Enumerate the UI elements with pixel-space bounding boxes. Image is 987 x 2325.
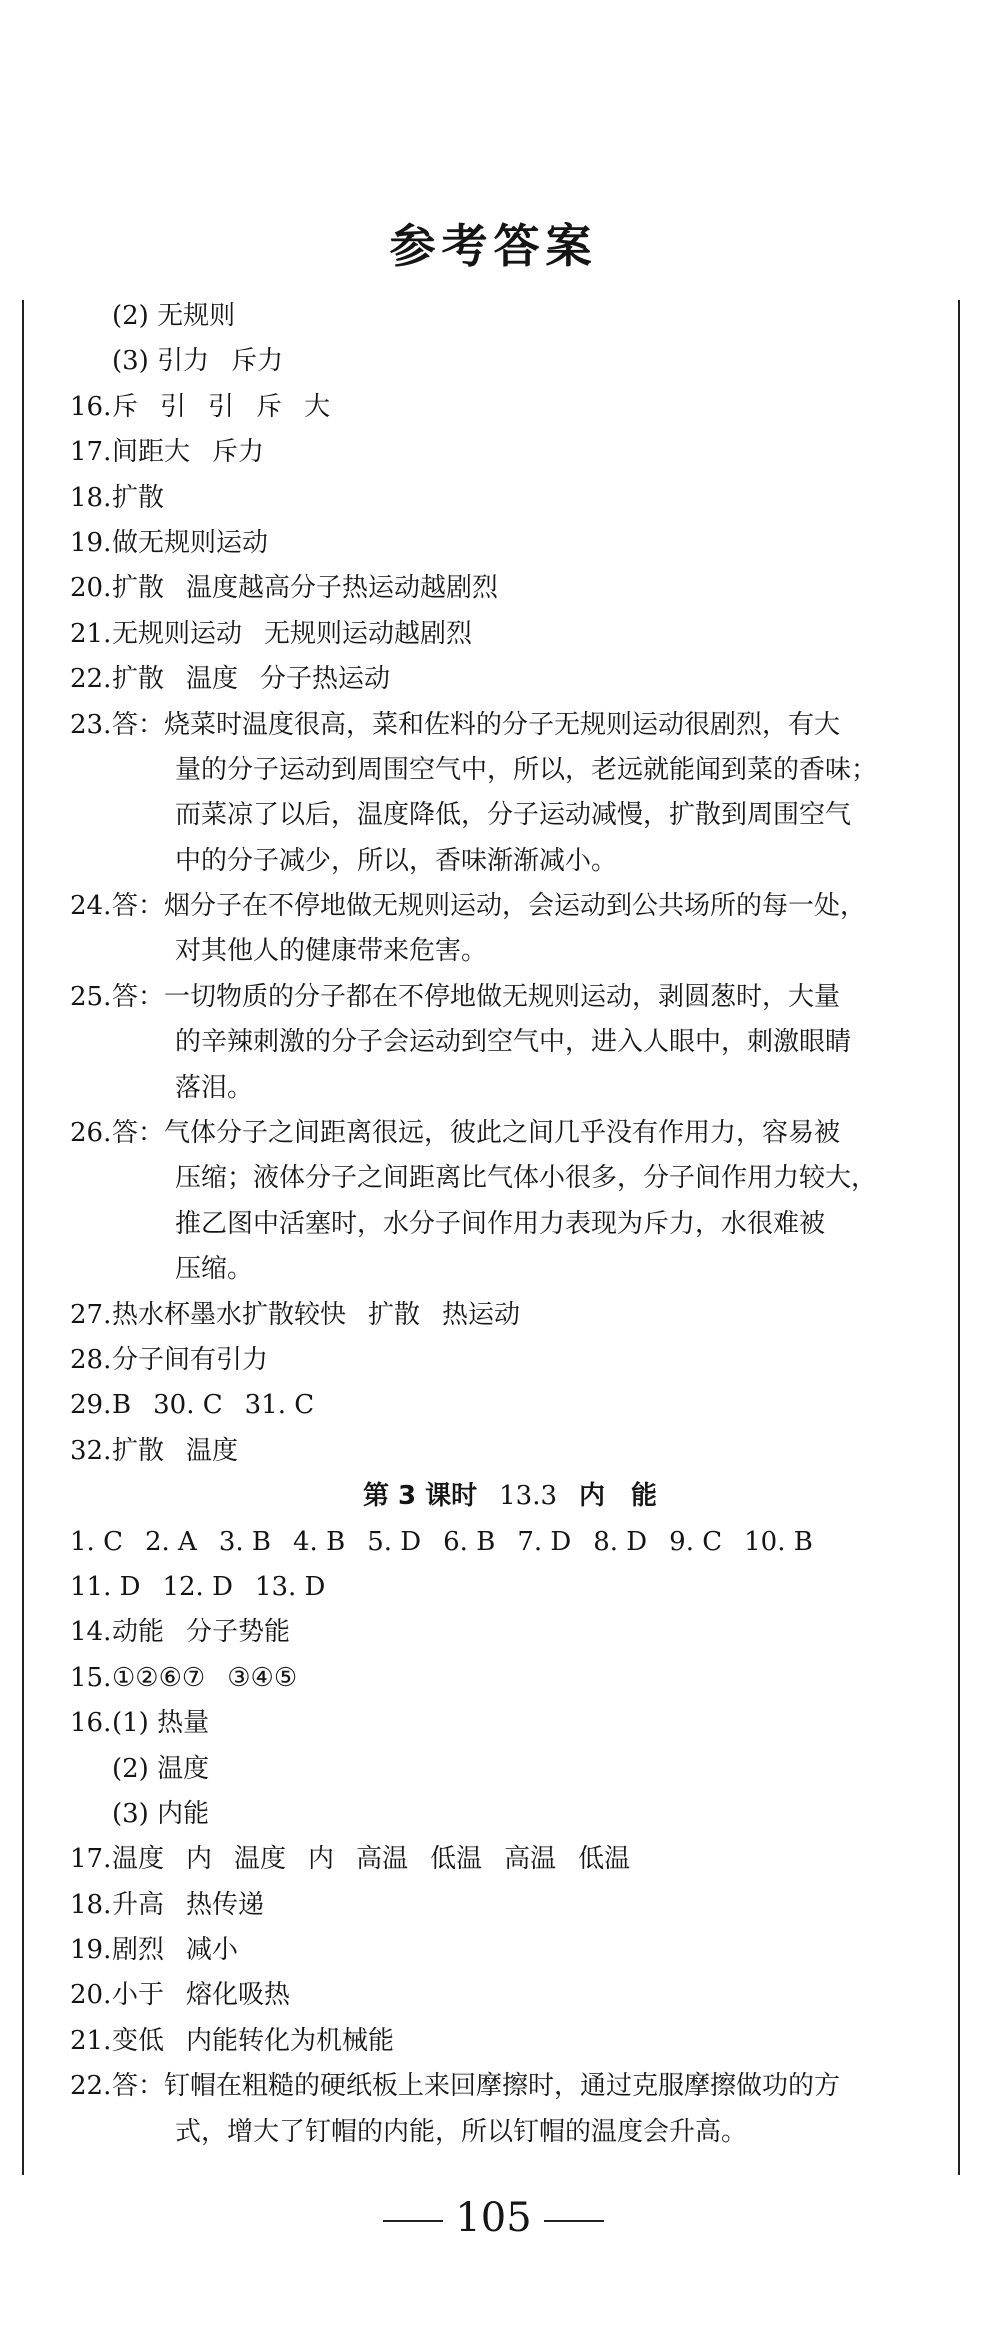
question-number: 24.	[70, 891, 112, 922]
question-number: 18.	[70, 1889, 112, 1920]
answer-text: 中的分子减少，所以，香味渐渐减小。	[175, 845, 618, 876]
answer-line	[70, 294, 950, 339]
answer-text: 温度越高分子热运动越剧烈	[186, 573, 499, 604]
page-number	[0, 2195, 987, 2241]
answer-text: 1. C	[70, 1526, 123, 1557]
answer-text: 扩散	[112, 573, 165, 604]
question-number: 27.	[70, 1299, 112, 1330]
page-title: 参考答案	[389, 219, 598, 273]
answer-text: 引	[160, 391, 187, 422]
answer-text: 减小	[186, 1935, 239, 1966]
answer-text: 动能	[112, 1617, 165, 1648]
answer-text: ①②⑥⑦	[112, 1662, 206, 1693]
answer-text: 13. D	[254, 1571, 326, 1602]
answer-text: 31. C	[244, 1390, 315, 1421]
dash-left	[383, 2220, 443, 2222]
answer-text: 2. A	[144, 1526, 197, 1557]
dash-right	[544, 2220, 604, 2222]
answer-text: 低温	[430, 1844, 483, 1875]
left-margin-rule	[22, 300, 24, 2175]
question-number: 20.	[70, 573, 112, 604]
answer-line	[70, 703, 950, 748]
answer-line	[70, 1565, 950, 1610]
answer-text: 5. D	[367, 1526, 422, 1557]
answer-line	[70, 339, 950, 384]
question-number: 21.	[70, 618, 112, 649]
answer-text: 无规则运动	[112, 618, 243, 649]
answer-text: (3) 引力	[112, 346, 210, 377]
section-name: 内 能	[579, 1481, 658, 1512]
section-label: 第 3 课时	[362, 1481, 478, 1512]
answer-text: 答：烟分子在不停地做无规则运动，会运动到公共场所的每一处，	[112, 891, 867, 922]
answer-text: 9. C	[669, 1526, 723, 1557]
answer-line	[70, 1883, 950, 1928]
answer-text: (2) 温度	[112, 1753, 210, 1784]
answer-text: 8. D	[593, 1526, 648, 1557]
answer-line	[70, 975, 950, 1020]
answer-line	[70, 1156, 950, 1201]
answer-line	[70, 1247, 950, 1292]
answer-text: 做无规则运动	[112, 527, 269, 558]
answer-text: 剧烈	[112, 1935, 165, 1966]
answer-line	[70, 385, 950, 430]
answer-line	[70, 1293, 950, 1338]
question-number: 32.	[70, 1435, 112, 1466]
answer-text: 高温	[356, 1844, 409, 1875]
answer-text: 11. D	[70, 1571, 141, 1602]
section-version: 13.3	[499, 1481, 558, 1512]
answer-text: 扩散	[112, 482, 165, 513]
answer-text: 间距大	[112, 437, 191, 468]
answer-text: 分子势能	[186, 1617, 291, 1648]
answer-line	[70, 1066, 950, 1111]
answer-line	[70, 1928, 950, 1973]
answer-text: 热传递	[186, 1889, 265, 1920]
question-number: 25.	[70, 981, 112, 1012]
answer-line	[70, 521, 950, 566]
answer-line	[70, 1973, 950, 2018]
answer-text: 压缩；液体分子之间距离比气体小很多，分子间作用力较大，	[175, 1163, 878, 1194]
answer-text: B	[112, 1390, 132, 1421]
answer-text: 答：钉帽在粗糙的硬纸板上来回摩擦时，通过克服摩擦做功的方	[112, 2071, 841, 2102]
answer-line	[70, 612, 950, 657]
answer-line	[70, 2019, 950, 2064]
answer-line	[70, 1610, 950, 1655]
question-number: 15.	[70, 1662, 112, 1693]
answer-text: 温度	[186, 664, 239, 695]
answer-line	[70, 1701, 950, 1746]
answer-text: 变低	[112, 2025, 165, 2056]
question-number: 19.	[70, 527, 112, 558]
answer-text: ③④⑤	[227, 1662, 298, 1693]
answer-line	[70, 1338, 950, 1383]
answer-text: 的辛辣刺激的分子会运动到空气中，进入人眼中，刺激眼睛	[175, 1027, 852, 1058]
answer-line	[70, 793, 950, 838]
answer-text: 而菜凉了以后，温度降低，分子运动减慢，扩散到周围空气	[175, 800, 852, 831]
answer-text: 12. D	[162, 1571, 233, 1602]
question-number: 22.	[70, 664, 112, 695]
answer-line	[70, 1429, 950, 1474]
answer-line	[70, 1792, 950, 1837]
answer-line	[70, 476, 950, 521]
answer-text: 大	[304, 391, 331, 422]
question-number: 18.	[70, 482, 112, 513]
answer-text: 答：一切物质的分子都在不停地做无规则运动，剥圆葱时，大量	[112, 981, 841, 1012]
answer-text: 扩散	[112, 664, 165, 695]
answer-line	[70, 566, 950, 611]
answer-text: 量的分子运动到周围空气中，所以，老远就能闻到菜的香味；	[175, 754, 878, 785]
answer-line	[70, 1747, 950, 1792]
answer-line	[70, 1656, 950, 1701]
question-number: 21.	[70, 2025, 112, 2056]
answer-text: 对其他人的健康带来危害。	[175, 936, 488, 967]
answer-text: 6. B	[443, 1526, 496, 1557]
answer-text: 斥	[112, 391, 139, 422]
answer-text: 推乙图中活塞时，水分子间作用力表现为斥力，水很难被	[175, 1208, 826, 1239]
answer-line	[70, 929, 950, 974]
answer-line	[70, 2064, 950, 2109]
question-number: 19.	[70, 1935, 112, 1966]
section-heading	[70, 1474, 950, 1519]
question-number: 17.	[70, 1844, 112, 1875]
answer-text: 扩散	[112, 1435, 165, 1466]
answer-text: 高温	[504, 1844, 557, 1875]
answer-text: 30. C	[153, 1390, 223, 1421]
answer-text: 4. B	[293, 1526, 346, 1557]
answer-text: 熔化吸热	[186, 1980, 291, 2011]
answer-line	[70, 1111, 950, 1156]
answer-text: 斥力	[212, 437, 265, 468]
answer-text: (2) 无规则	[112, 301, 236, 331]
answer-text: 低温	[578, 1844, 631, 1875]
answer-line	[70, 1520, 950, 1565]
answer-text: 温度	[186, 1435, 239, 1466]
question-number: 22.	[70, 2071, 112, 2102]
question-number: 14.	[70, 1617, 112, 1648]
answer-text: 升高	[112, 1889, 165, 1920]
answer-text: 温度	[112, 1844, 165, 1875]
answer-list	[70, 294, 950, 2155]
answer-text: 分子间有引力	[112, 1344, 269, 1375]
answer-line	[70, 1837, 950, 1882]
answer-text: 分子热运动	[260, 664, 391, 695]
right-margin-rule	[958, 300, 960, 2175]
answer-line	[70, 2110, 950, 2155]
question-number: 17.	[70, 437, 112, 468]
answer-line	[70, 1383, 950, 1428]
answer-text: 式，增大了钉帽的内能，所以钉帽的温度会升高。	[175, 2116, 748, 2147]
answer-text: 扩散	[368, 1299, 421, 1330]
answer-text: 小于	[112, 1980, 165, 2011]
answer-text: 温度	[234, 1844, 287, 1875]
question-number: 20.	[70, 1980, 112, 2011]
answer-line	[70, 1202, 950, 1247]
answer-text: 10. B	[744, 1526, 813, 1557]
answer-text: (1) 热量	[112, 1708, 210, 1739]
answer-text: 内	[308, 1844, 335, 1875]
answer-line	[70, 430, 950, 475]
answer-text: 无规则运动越剧烈	[264, 618, 473, 649]
answer-line	[70, 1020, 950, 1065]
answer-text: 落泪。	[175, 1072, 254, 1103]
answer-line	[70, 748, 950, 793]
answer-text: (3) 内能	[112, 1798, 210, 1829]
answer-text: 压缩。	[175, 1254, 254, 1285]
answer-text: 答：气体分子之间距离很远，彼此之间几乎没有作用力，容易被	[112, 1118, 841, 1149]
answer-text: 热水杯墨水扩散较快	[112, 1299, 347, 1330]
answer-line	[70, 657, 950, 702]
question-number: 26.	[70, 1118, 112, 1149]
answer-line	[70, 884, 950, 929]
question-number: 28.	[70, 1344, 112, 1375]
answer-text: 答：烧菜时温度很高，菜和佐料的分子无规则运动很剧烈，有大	[112, 709, 841, 740]
page-number-text: 105	[455, 2195, 532, 2241]
question-number: 23.	[70, 709, 112, 740]
question-number: 29.	[70, 1390, 112, 1421]
answer-text: 7. D	[517, 1526, 572, 1557]
answer-text: 斥力	[231, 346, 284, 377]
question-number: 16.	[70, 391, 112, 422]
answer-text: 内	[186, 1844, 213, 1875]
answer-text: 热运动	[442, 1299, 521, 1330]
answer-text: 引	[208, 391, 235, 422]
answer-text: 3. B	[218, 1526, 272, 1557]
question-number: 16.	[70, 1708, 112, 1739]
answer-text: 斥	[256, 391, 283, 422]
answer-line	[70, 839, 950, 884]
answer-text: 内能转化为机械能	[186, 2025, 395, 2056]
